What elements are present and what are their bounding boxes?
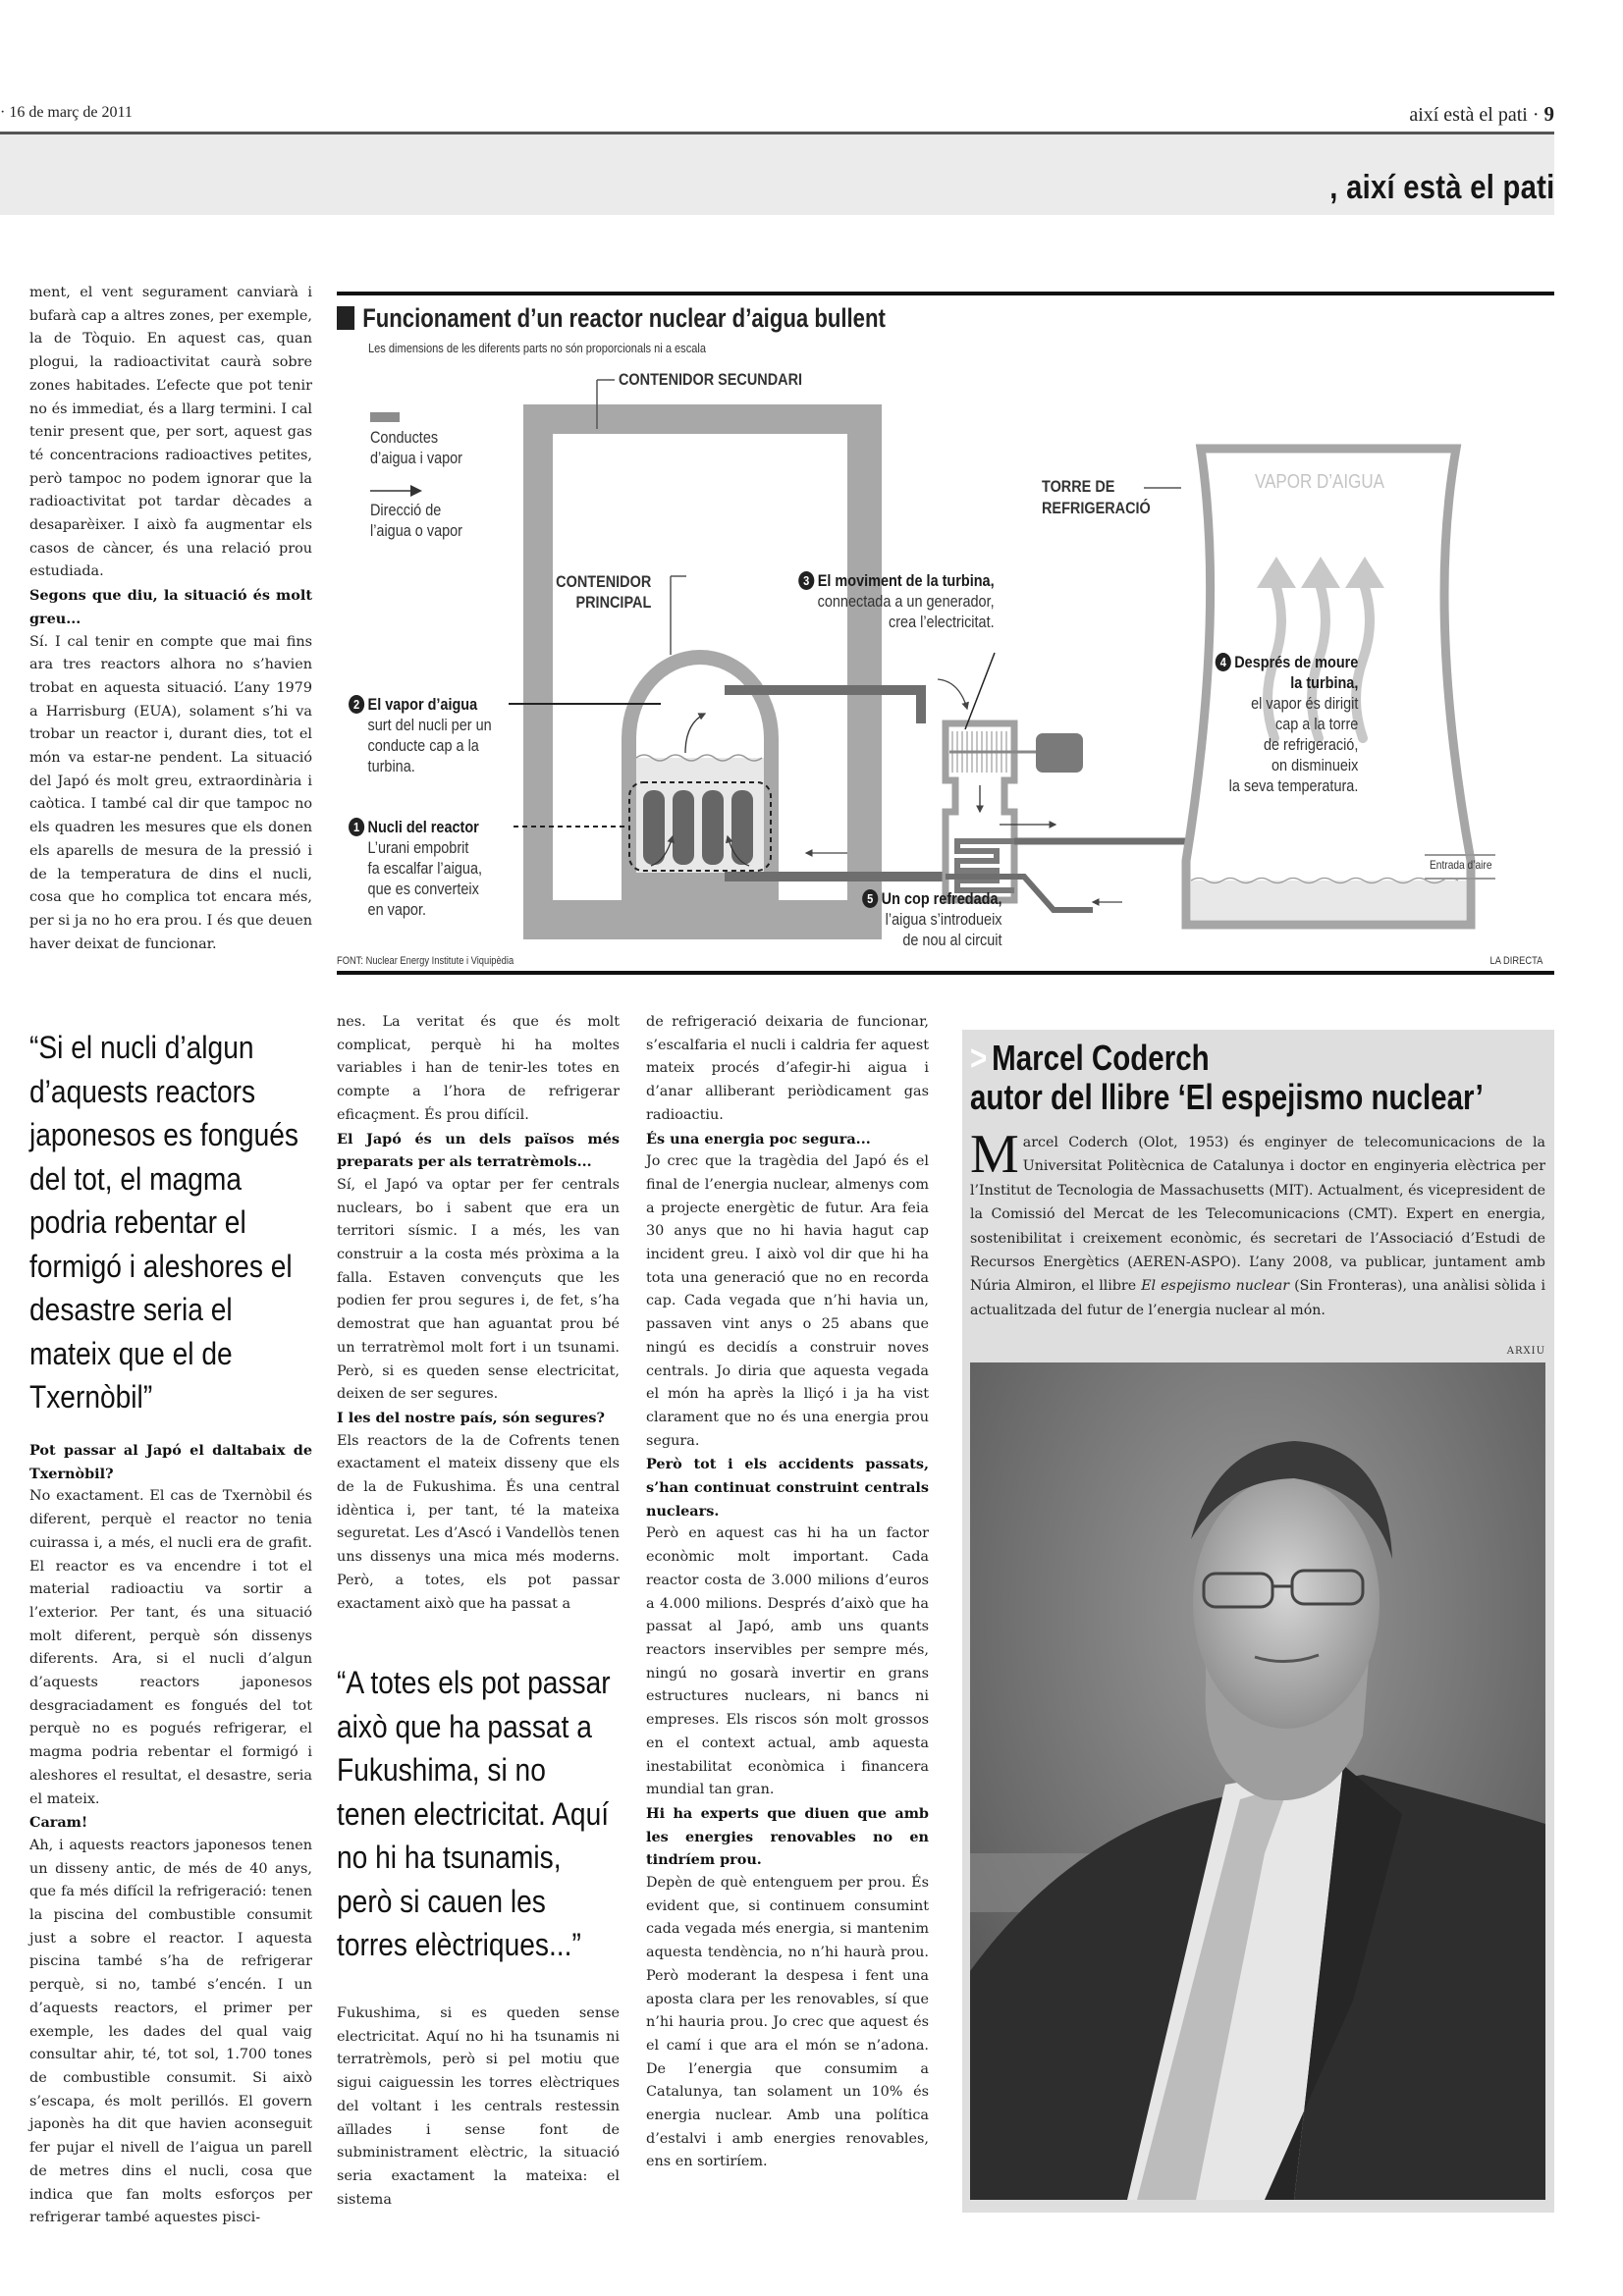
step-4-number-icon: 4 [1215,653,1230,671]
step-1-number-icon: 1 [349,818,364,836]
interview-answer: Fukushima, si es queden sense electricitat. Aquí no hi ha tsunamis ni terratrèmols, però si pel motiu que sigui caiguessin les torres elèctriques del voltant i les centrals restessin aïllades i sense font de subministrament elèctric, la situació seria exactament la mateixa: el sistema [337,2005,620,2208]
interview-question: És una energia poc segura... [646,1130,871,1148]
issue-date: · 16 de març de 2011 [0,104,133,121]
pull-quote-1: “Si el nucli d’algun d’aquests reactors japonesos es fongués del tot, el magma podria rebentar el formigó i aleshores el desastre seria el mateix que el de Txernòbil” [29,1030,298,1415]
reactor-infographic [337,292,1554,979]
interview-answer: de refrigeració deixaria de funcionar, s’escalfaria el nucli i caldria fer aquest mateix procés d’afegir-hi aigua i d’anar alliberant periòdicament gas radioactiu. [646,1014,929,1123]
chevron-right-icon: > [970,1038,988,1078]
book-title: El espejismo nuclear [1141,1278,1289,1295]
interview-question: Pot passar al Japó el daltabaix de Txernòbil? [29,1442,312,1482]
step-5-annotation: 5 Un cop refredada, l’aigua s’introdueix de nou al circuit [863,888,1002,950]
step-2-number-icon: 2 [349,695,364,714]
photo-credit: ARXIU [1506,1346,1545,1357]
legend-pipes: Conductes d’aigua i vapor [370,428,462,467]
portrait-illustration [970,1362,1545,2200]
interview-answer: Ah, i aquests reactors japonesos tenen un disseny antic, de més de 40 anys, que fa més difícil la refrigeració: tenen la piscina del combustible consumit just a sobre el reactor. I aquesta piscina també s’ha de refrigerar perquè, si no, també s’encén. I un d’aquests reactors, el primer per exemple, les dades del qual vaig consultar ahir, té, tot sol, 1.700 tones de combustible consumit. Si això s’escapa, és molt perillós. El govern japonès ha dit que havien aconseguit fer pujar el nivell de l’aigua un parell de metres dins el nucli, cosa que indica que fan molts esforços per refrigerar també aquestes pisci- [29,1837,312,2226]
article-column-2-top [337,1011,620,1616]
running-head-section: així està el pati [1409,104,1528,126]
step-2-annotation: 2 El vapor d’aigua surt del nucli per un conducte cap a la turbina. [349,694,492,776]
interview-question: Caram! [29,1814,88,1832]
interview-answer: Depèn de què entenguem per prou. És evident que, si continuem consumint cada vegada més energia, si mantenim aquesta tendència, no n’hi haurà prou. Però moderant la despesa i fent una aposta clara per les renovables, sí que n’hi hauria prou. Jo crec que aquest és el camí i que ara el món se n’adona. De l’energia que consumim a Catalunya, tan solament un 10% és energia nuclear. Amb una política d’estalvi i amb energies renovables, ens en sortiríem. [646,1875,929,2170]
section-band [0,134,1554,215]
interview-answer: Sí. I cal tenir en compte que mai fins ara tres reactors alhora no s’havien trobat en aquesta situació. L’any 1979 a Harrisburg (EUA), solament s’hi va trobar un reactor i, durant dies, tot el món va estar-ne pendent. La situació del Japó és molt greu, extraordinària i caòtica. I també cal dir que tampoc no els quadren les mesures que els donen els aparells de mesura de la pressió i de la temperatura de dins el nucli, cosa que ho complica tot encara més, per si ja no ho era prou. I és que deuen haver deixat de funcionar. [29,633,312,952]
infographic-title: Funcionament d’un reactor nuclear d’aigua bullent [337,303,886,334]
infographic-source: FONT: Nuclear Energy Institute i Viquipèdia [337,955,514,967]
label-secondary-container: CONTENIDOR SECUNDARI [619,370,803,389]
interview-answer: Sí, el Japó va optar per fer centrals nuclears, bo i sabent que era un territori sísmic. I a més, les van construir a la costa més pròxima a la falla. Estaven convençuts que les podien fer prou segures i, de fet, s’ha demostrat que han aguantat prou bé un terratrèmol molt fort i un tsunami. Però, si es queden sense electricitat, deixen de ser segures. [337,1176,620,1403]
running-head-separator: · [1527,104,1544,126]
pull-quote-2: “A totes els pot passar això que ha passat a Fukushima, si no tenen electricitat. Aquí no hi ha tsunamis, però si cauen les torres elèctriques...” [337,1665,611,1962]
drop-cap: M [970,1124,1019,1185]
step-3-number-icon: 3 [799,571,815,590]
interview-answer: No exactament. El cas de Txernòbil és diferent, perquè el reactor no tenia cuirassa i, a més, el nucli era de grafit. El reactor es va encendre i tot el material radioactiu va sortir a l’exterior. Per tant, és una situació molt diferent, perquè són dissenys diferents. Ara, si el nucli d’algun d’aquests reactors japonesos desgraciadament es fongués del tot perquè no es pogués refrigerar, el magma podria rebentar el formigó i aleshores el resultat, el desastre, seria el mateix. [29,1488,312,1807]
interview-question: Segons que diu, la situació és molt greu... [29,587,312,627]
interview-answer: Però en aquest cas hi ha un factor econòmic molt important. Cada reactor costa de 3.000 milions d’euros a 4.000 milions. Després d’això que ha passat al Japó, amb uns quants reactors inservibles per sempre més, ningú no gosarà invertir en grans estructures nuclears, ni bancs ni empreses. Els riscos són molt grossos en el context actual, amb aquesta inestabilitat econòmica i financera mundial tan gran. [646,1525,929,1798]
article-column-1-bottom [29,1439,312,2230]
step-3-annotation: 3 El moviment de la turbina, connectada a un generador, crea l’electricitat. [799,570,995,632]
label-air-intake: Entrada d’aire [1430,858,1492,872]
interview-answer: Els reactors de la de Cofrents tenen exactament el mateix disseny que els de la de Fukushima. És una central idèntica i, per tant, té la mateixa seguretat. Les d’Ascó i Vandellòs tenen uns dissenys una mica més moderns. Però, a totes, els pot passar exactament això que ha passat a [337,1432,620,1612]
step-1-annotation: 1 Nucli del reactor L’urani empobrit fa escalfar l’aigua, que es converteix en vapor. [349,817,482,920]
legend-direction: Direcció de l’aigua o vapor [370,501,462,540]
article-column-3 [646,1011,929,2174]
interview-answer: Jo crec que la tragèdia del Japó és el final de l’energia nuclear, almenys com a projecte energètic de futur. Ara feia 30 anys que no hi havia hagut cap incident greu. I això vol dir que hi ha tota una generació que no en recorda cap. Cada vegada que n’hi havia un, passaven vint anys o 25 abans que ningú es decidís a construir noves centrals. Jo diria que aquesta vegada el món ha après la lliçó i ja ha vist clarament que no és una energia prou segura. [646,1153,929,1449]
profile-bio: Marcel Coderch (Olot, 1953) és enginyer de telecomunicacions de la Universitat Politècnica de Catalunya i doctor en enginyeria elèctrica per l’Institut de Tecnologia de Massachusetts (MIT). Actualment, és vicepresident de la Comissió del Mercat de les Telecomunicacions (CMT). Expert en energia, sostenibilitat i creixement econòmic, és secretari de l’Associació d’Estudi de Recursos Energètics (AEREN-ASPO). L’any 2008, va publicar, juntament amb Núria Almiron, el llibre El espejismo nuclear (Sin Fronteras), una anàlisi sòlida i actualitzada del futur de l’energia nuclear al món. [970,1124,1545,1318]
page-number: 9 [1543,102,1554,126]
reactor-diagram-drawing [337,292,1554,979]
label-cooling-tower: TORRE DE REFRIGERACIÓ [1042,477,1151,517]
portrait-photo [970,1362,1545,2200]
infographic-subtitle: Les dimensions de les diferents parts no són proporcionals ni a escala [368,341,706,355]
author-profile-box [962,1030,1554,2213]
article-column-1-top [29,282,312,956]
profile-name: > Marcel Coderch [970,1038,1210,1078]
infographic-bottom-rule [337,971,1554,975]
interview-question: Però tot i els accidents passats, s’han continuat construint centrals nuclears. [646,1456,929,1520]
profile-role: autor del llibre ‘El espejismo nuclear’ [970,1077,1484,1117]
label-primary-container: CONTENIDOR PRINCIPAL [555,572,651,612]
interview-answer: ment, el vent segurament canviarà i bufarà cap a altres zones, per exemple, la de Tòquio. En aquest cas, quan plogui, la radioactivitat caurà sobre zones habitades. L’efecte que pot tenir no és immediat, és a llarg termini. I cal tenir present que, per sort, aquest gas té concentracions radioactives petites, però tampoc no podem ignorar que la radioactivitat pot tardar dècades a desaparèixer. I això fa augmentar els casos de càncer, és una relació prou estudiada. [29,285,312,580]
step-4-annotation: 4 Després de moure la turbina, el vapor és dirigit cap a la torre de refrigeració, on disminueix la seva temperatura. [1215,652,1358,796]
running-head [1409,102,1554,127]
article-column-2-bottom [337,2002,620,2212]
infographic-credit: LA DIRECTA [1489,955,1542,967]
interview-question: I les del nostre país, són segures? [337,1409,605,1426]
interview-answer: nes. La veritat és que és molt complicat, perquè hi ha moltes variables i han de tenir-les totes en compte a l’hora de refrigerar eficaçment. És prou difícil. [337,1014,620,1123]
step-5-number-icon: 5 [863,889,879,908]
interview-question: Hi ha experts que diuen que amb les energies renovables no en tindríem prou. [646,1804,929,1869]
section-title: , així està el pati [1328,169,1554,206]
label-water-vapor: VAPOR D’AIGUA [1255,471,1384,493]
interview-question: El Japó és un dels països més preparats per als terratrèmols... [337,1130,620,1171]
